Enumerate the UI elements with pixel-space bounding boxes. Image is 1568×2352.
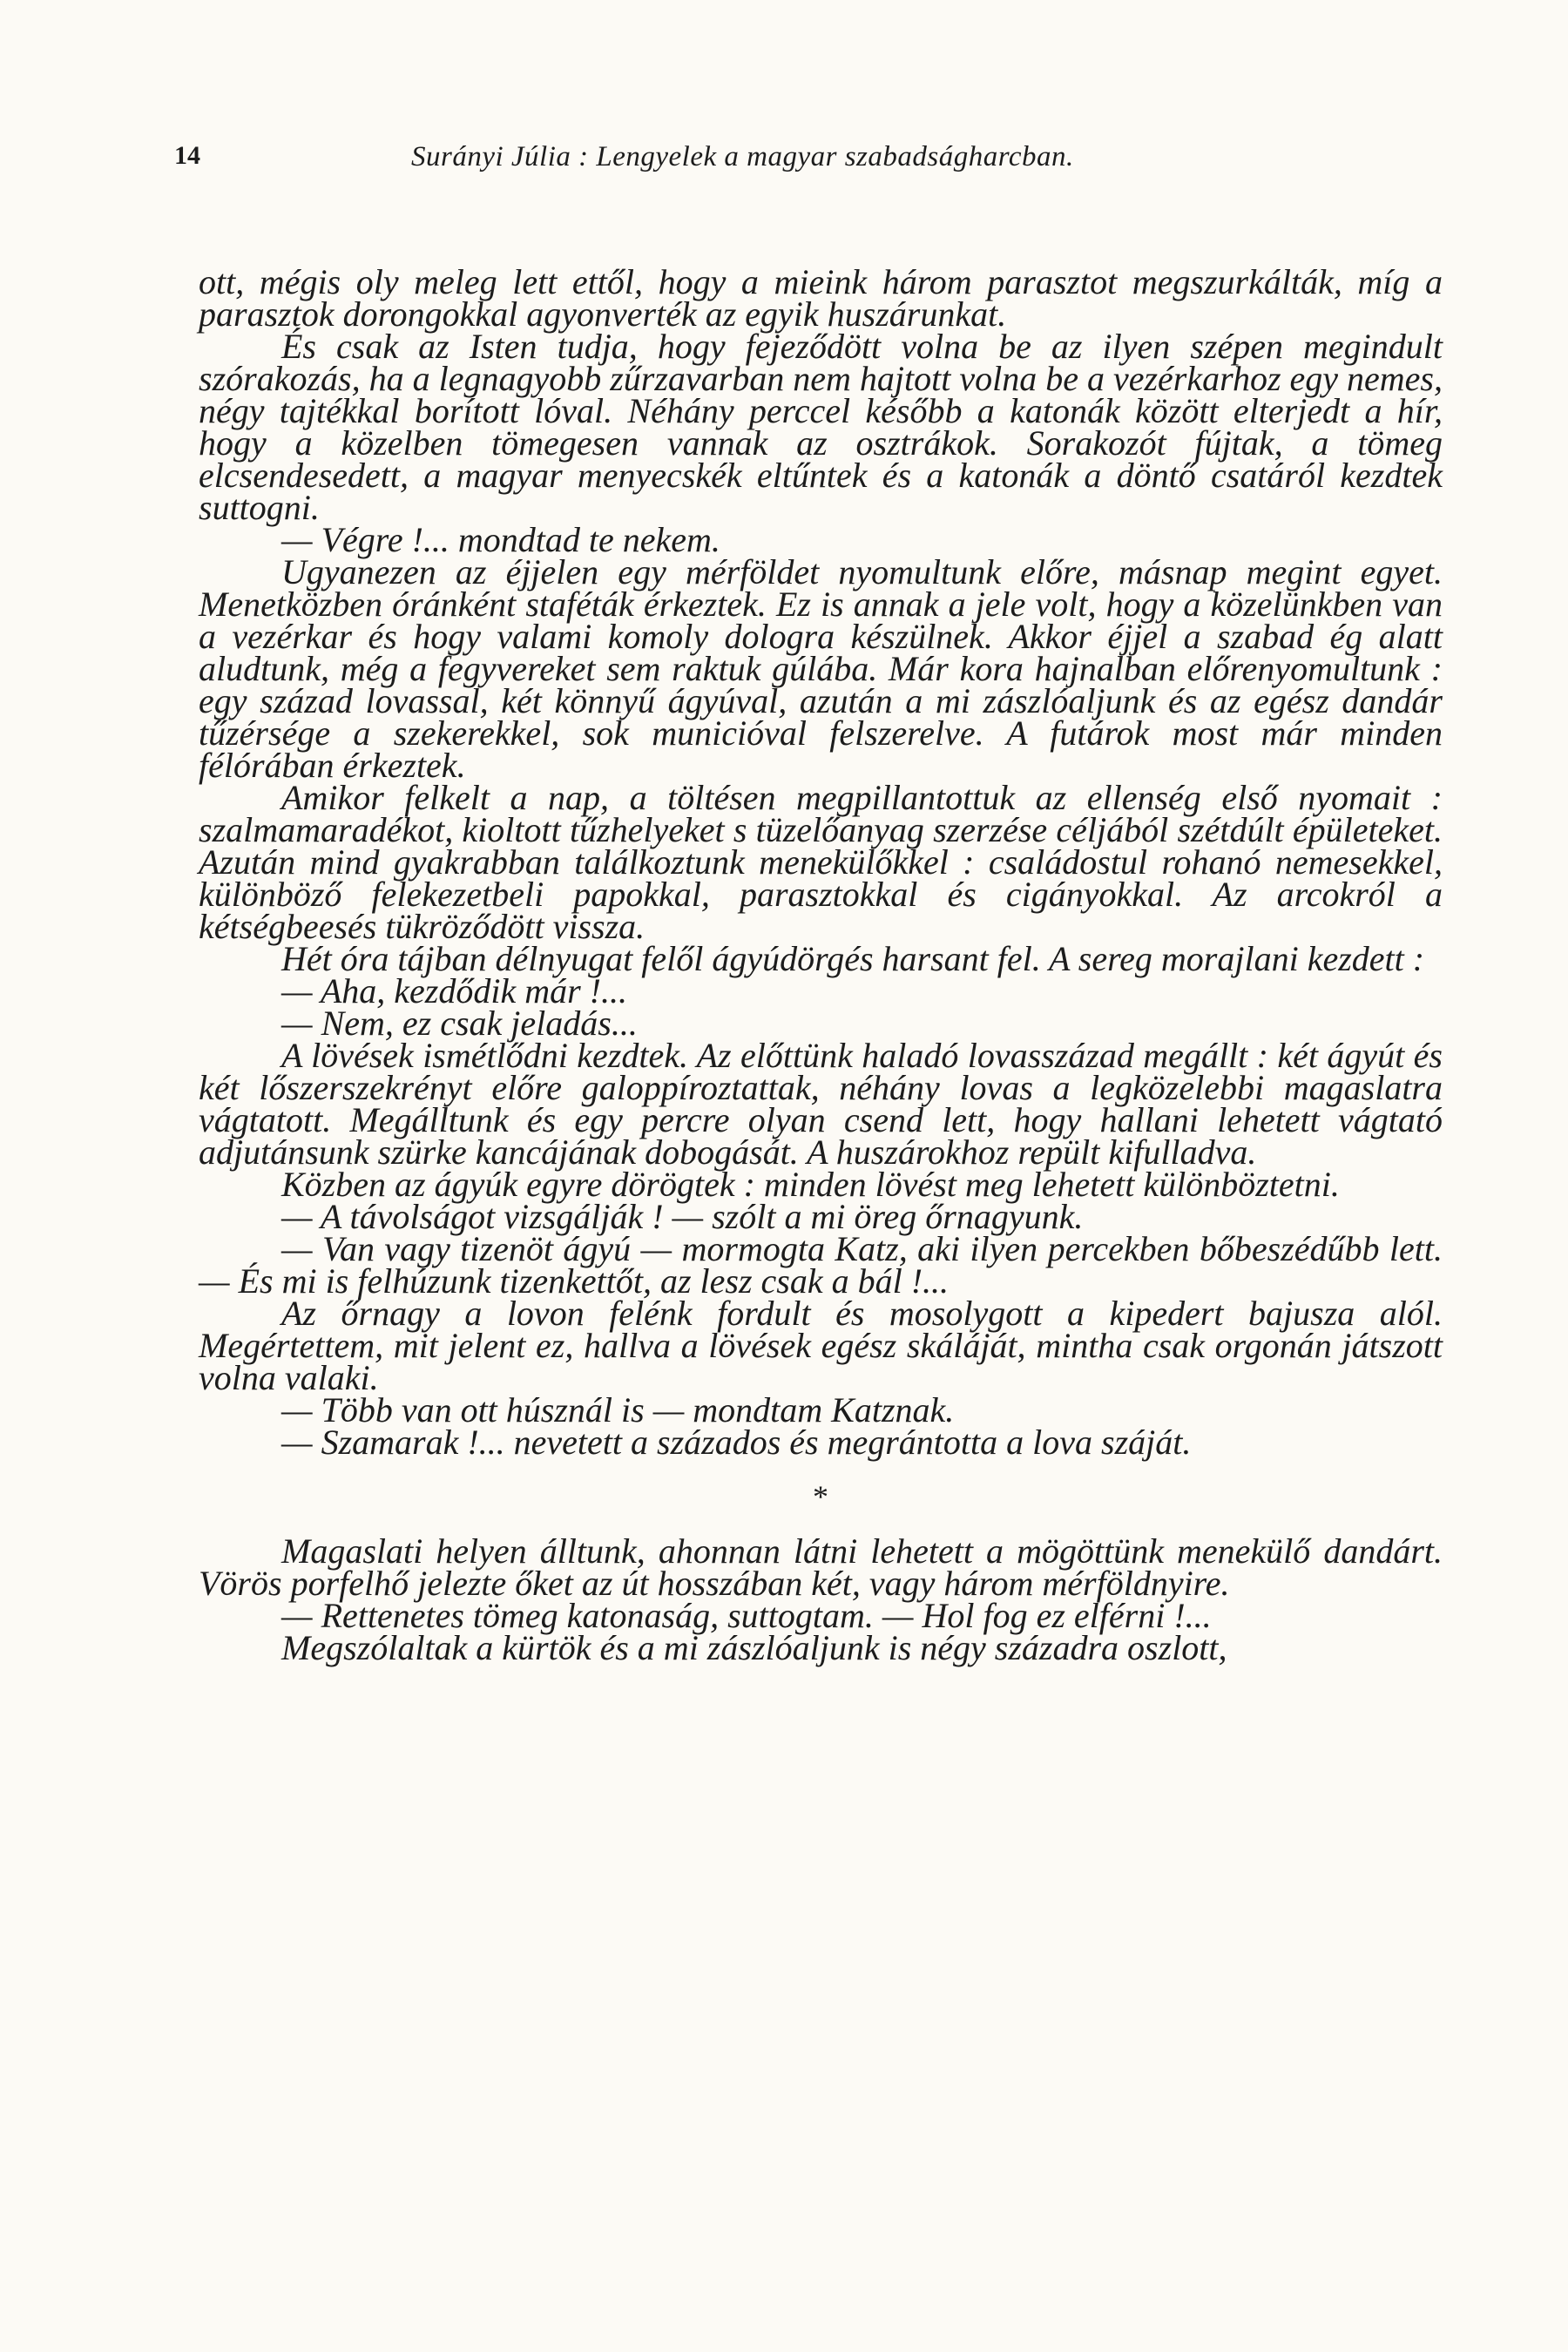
paragraph: — A távolságot vizsgálják ! — szólt a mi öreg őrnagyunk. xyxy=(281,1197,1084,1236)
running-title: Surányi Júlia : Lengyelek a magyar szabadságharcban. xyxy=(411,141,1074,172)
paragraph: — Szamarak !... nevetett a százados és megrántotta a lova száját. xyxy=(281,1423,1192,1462)
paragraph: — Nem, ez csak jeladás... xyxy=(281,1004,638,1043)
paragraph: A lövések ismétlődni kezdtek. Az előttünk haladó lovasszázad megállt : két ágyút és két lőszerszekrényt előre galoppíroztattak, néhány lovas a legközelebbi magaslatra vágtatott. Megálltunk és egy percre olyan csend lett, hogy hallani lehetett vágtató adjutánsunk szürke kancájának dobogását. A huszárokhoz repült kifulladva. xyxy=(199,1036,1443,1172)
paragraph: — Rettenetes tömeg katonaság, suttogtam. — Hol fog ez elférni !... xyxy=(281,1596,1212,1635)
paragraph: ott, mégis oly meleg lett ettől, hogy a mieink három parasztot megszurkálták, míg a parasztok dorongokkal agyonverték az egyik huszárunkat. xyxy=(199,262,1443,334)
paragraph: Hét óra tájban délnyugat felől ágyúdörgés harsant fel. A sereg morajlani kezdett : xyxy=(281,939,1425,978)
paragraph: Az őrnagy a lovon felénk fordult és mosolygott a kipedert bajusza alól. Megértettem, mit jelent ez, hallva a lövések egész skáláját, mintha csak orgonán játszott volna valaki. xyxy=(199,1294,1443,1397)
paragraph: Megszólaltak a kürtök és a mi zászlóaljunk is négy századra oszlott, xyxy=(281,1628,1227,1667)
page-number: 14 xyxy=(174,141,200,170)
page-header xyxy=(174,141,1429,193)
paragraph: Magaslati helyen álltunk, ahonnan látni lehetett a mögöttünk menekülő dandárt. Vörös porfelhő jelezte őket az út hosszában két, vagy három mérföldnyire. xyxy=(199,1531,1443,1603)
paragraph: Ugyanezen az éjjelen egy mérföldet nyomultunk előre, másnap megint egyet. Menetközben óránként staféták érkeztek. Ez is annak a jele volt, hogy a közelünkben van a vezérkar és hogy valami komoly dologra készülnek. Akkor éjjel a szabad ég alatt aludtunk, még a fegyvereket sem raktuk gúlába. Már kora hajnalban előrenyomultunk : egy század lovassal, két könnyű ágyúval, azután a mi zászlóaljunk és az egész dandár tűzérsége a szekerekkel, sok municióval felszerelve. A futárok most már minden félórában érkeztek. xyxy=(199,552,1443,785)
paragraph: — Végre !... mondtad te nekem. xyxy=(281,520,720,559)
paragraph: Amikor felkelt a nap, a töltésen megpillantottuk az ellenség első nyomait : szalmamaradékot, kioltott tűzhelyeket s tüzelőanyag szerzése céljából szétdúlt épületeket. Azután mind gyakrabban találkoztunk menekülőkkel : családostul rohanó nemesekkel, különböző felekezetbeli papokkal, parasztokkal és cigányokkal. Az arcokról a kétségbeesés tükröződött vissza. xyxy=(199,778,1443,946)
paragraph: És csak az Isten tudja, hogy fejeződött volna be az ilyen szépen megindult szórakozás, ha a legnagyobb zűrzavarban nem hajtott volna be a vezérkarhoz egy nemes, négy tajtékkal borított lóval. Néhány perccel később a katonák között elterjedt a hír, hogy a közelben tömegesen vannak az osztrákok. Sorakozót fújtak, a tömeg elcsendesedett, a magyar menyecskék eltűntek és a katonák a döntő csatáról kezdtek suttogni. xyxy=(199,327,1443,527)
paragraph: Közben az ágyúk egyre dörögtek : minden lövést meg lehetett különböztetni. xyxy=(281,1165,1340,1204)
paragraph: — Aha, kezdődik már !... xyxy=(281,971,627,1010)
body-text xyxy=(199,262,1443,1667)
paragraph: — Van vagy tizenöt ágyú — mormogta Katz, aki ilyen percekben bőbeszédűbb lett. — És mi is felhúzunk tizenkettőt, az lesz csak a bál !... xyxy=(199,1229,1443,1301)
paragraph: — Több van ott húsznál is — mondtam Katznak. xyxy=(281,1390,955,1429)
section-separator: * xyxy=(813,1479,828,1514)
